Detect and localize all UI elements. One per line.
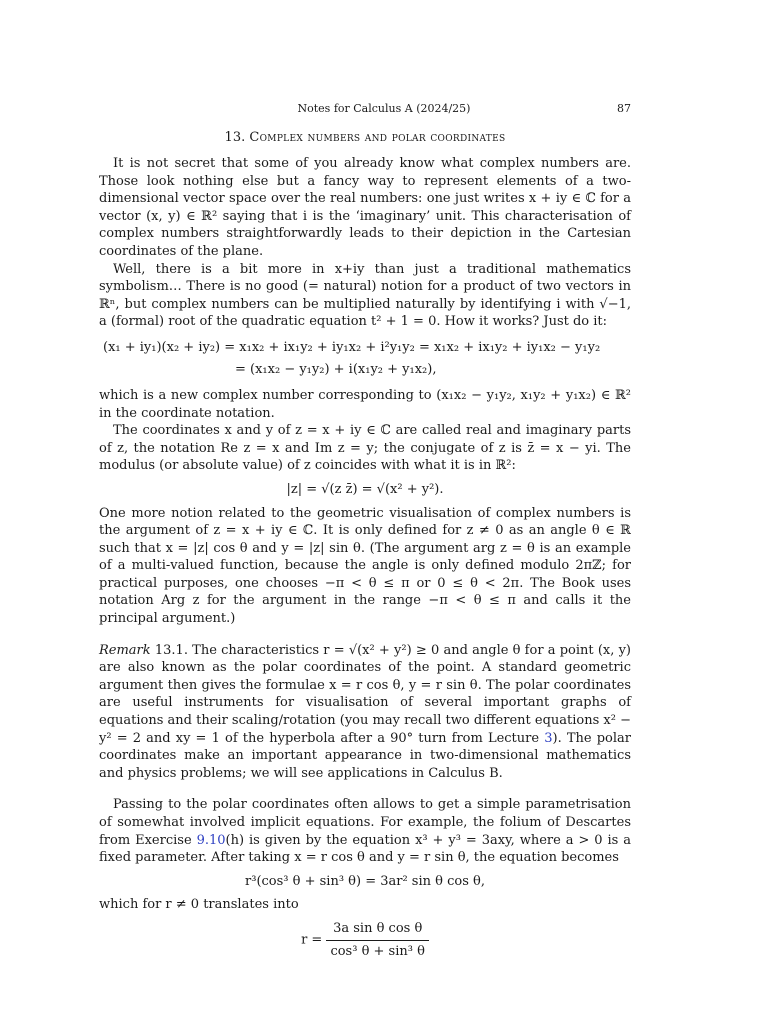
section-title: Complex numbers and polar coordinates	[249, 130, 506, 145]
folium-text-a: Passing to the polar coordinates often allows to get a simple parametrisation of somewhat involved implicit equations. For example, the folium of Descartes from Exercise	[99, 797, 631, 848]
equation-folium-polar: r³(cos³ θ + sin³ θ) = 3ar² sin θ cos θ,	[245, 873, 485, 889]
folium-text-b: (h) is given by the equation x³ + y³ = 3axy, where a > 0 is a fixed parameter. After taking x = r cos θ and y = r sin θ, the equation becomes	[99, 832, 632, 866]
section-number: 13.	[224, 130, 246, 145]
equation-product-line2: = (x₁x₂ − y₁y₂) + i(x₁y₂ + y₁x₂),	[235, 361, 437, 377]
remark-text-a: The characteristics r = √(x² + y²) ≥ 0 and angle θ for a point (x, y) are also known as the polar coordinates of the point. A standard geometric argument then gives the formulae x = r cos θ, y = r sin θ. The polar coordinates are useful instruments for visualisation of several important graphs of equations and their scaling/rotation (you may recall two different equations x² − y² = 2 and xy = 1 of the hyperbola after a 90° turn from Lecture	[99, 642, 631, 746]
equation-product-line1: (x₁ + iy₁)(x₂ + iy₂) = x₁x₂ + ix₁y₂ + iy₁x₂ + i²y₁y₂ = x₁x₂ + ix₁y₂ + iy₁x₂ − y₁y₂	[103, 339, 601, 355]
exercise-9-10-link[interactable]: 9.10	[196, 832, 226, 848]
paragraph-translates: which for r ≠ 0 translates into	[99, 897, 299, 913]
paragraph-product: Well, there is a bit more in x+iy than just a traditional mathematics symbolism… There is no good (= natural) notion for a product of two vectors in ℝⁿ, but complex numbers can be multiplied naturally by identifying i with √−1, a (formal) root of the quadratic equation t² + 1 = 0. How it works? Just do it:	[99, 261, 631, 330]
equation-modulus: |z| = √(z z̄) = √(x² + y²).	[286, 481, 444, 497]
section-heading	[99, 129, 631, 147]
remark-text-b: ). The polar coordinates make an important appearance in two-dimensional mathematics and physics problems; we will see applications in Calculus B.	[99, 730, 632, 781]
page-body	[99, 127, 631, 960]
spacer	[99, 782, 631, 796]
running-header	[0, 101, 768, 117]
lecture-3-link[interactable]: 3	[544, 730, 553, 746]
header-title: Notes for Calculus A (2024/25)	[297, 102, 471, 115]
page-number: 87	[617, 102, 631, 115]
paragraph-coordinate-notation: which is a new complex number corresponding to (x₁x₂ − y₁y₂, x₁y₂ + y₁x₂) ∈ ℝ² in the coordinate notation.	[99, 387, 631, 421]
equation-product	[99, 337, 631, 381]
remark-number: 13.1.	[154, 642, 188, 658]
spacer	[99, 628, 631, 642]
equation-r-fraction	[99, 920, 631, 960]
remark-label: Remark	[99, 642, 151, 658]
paragraph-intro: It is not secret that some of you already know what complex numbers are. Those look nothing else but a fancy way to represent elements of a two-dimensional vector space over the real numbers: one just writes x + iy ∈ ℂ for a vector (x, y) ∈ ℝ² saying that i is the ‘imaginary’ unit. This characterisation of complex numbers straightforwardly leads to their depiction in the Cartesian coordinates of the plane.	[99, 156, 631, 259]
paragraph-argument: One more notion related to the geometric visualisation of complex numbers is the argument of z = x + iy ∈ ℂ. It is only defined for z ≠ 0 as an angle θ ∈ ℝ such that x = |z| cos θ and y = |z| sin θ. (The argument arg z = θ is an example of a multi-valued function, because the angle is only defined modulo 2πℤ; for practical purposes, one chooses −π < θ ≤ π or 0 ≤ θ < 2π. The Book uses notation Arg z for the argument in the range −π < θ ≤ π and calls it the principal argument.)	[99, 505, 631, 627]
remark-13-1	[99, 642, 631, 783]
paragraph-real-imaginary: The coordinates x and y of z = x + iy ∈ ℂ are called real and imaginary parts of z, the notation Re z = x and Im z = y; the conjugate of z is z̄ = x − yi. The modulus (or absolute value) of z coincides with what it is in ℝ²:	[99, 423, 631, 474]
fraction-numerator: 3a sin θ cos θ	[326, 920, 428, 941]
fraction-denominator: cos³ θ + sin³ θ	[330, 943, 425, 959]
equation-r-lhs: r =	[301, 932, 323, 948]
fraction	[326, 920, 428, 960]
paragraph-folium	[99, 796, 631, 866]
